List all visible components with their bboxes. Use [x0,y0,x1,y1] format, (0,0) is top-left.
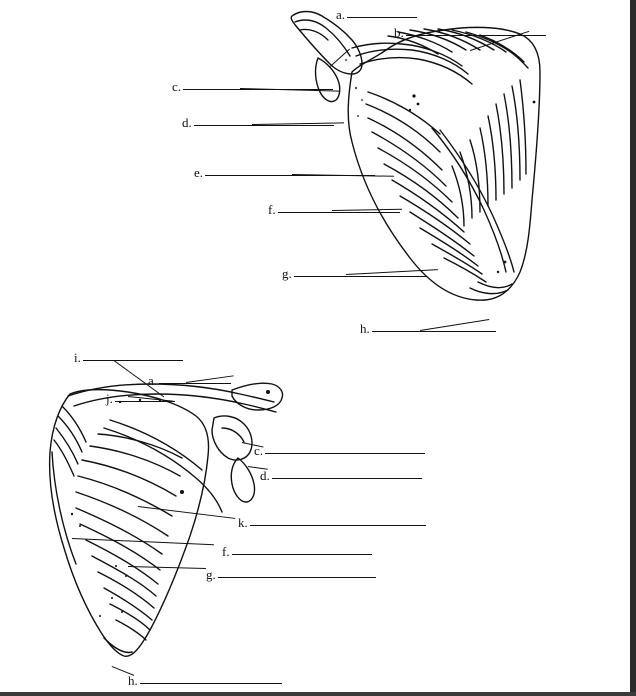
label-bottom-i[interactable] [74,351,183,364]
label-bottom-a[interactable] [148,374,231,387]
answer-rule[interactable] [272,469,422,479]
answer-rule[interactable] [406,26,546,36]
label-bottom-f[interactable] [222,545,372,558]
label-letter: a. [336,7,346,22]
answer-rule[interactable] [218,568,376,578]
label-top-d[interactable] [182,116,334,129]
label-bottom-c[interactable] [254,444,425,457]
label-letter: c. [254,443,264,458]
answer-rule[interactable] [194,116,334,126]
label-letter: f. [268,202,276,217]
label-letter: d. [182,115,192,130]
label-top-b[interactable] [394,26,546,39]
label-top-a[interactable] [336,8,417,21]
label-top-e[interactable] [194,166,375,179]
answer-rule[interactable] [265,444,425,454]
label-letter: d. [260,468,270,483]
answer-rule[interactable] [250,516,426,526]
answer-rule[interactable] [159,374,231,384]
answer-rule[interactable] [205,166,375,176]
answer-rule[interactable] [372,322,496,332]
label-letter: k. [238,515,248,530]
answer-rule[interactable] [294,267,426,277]
answer-rule[interactable] [140,674,282,684]
answer-rule[interactable] [183,80,333,90]
label-letter: g. [206,567,216,582]
label-letter: j. [106,391,113,406]
label-top-g[interactable] [282,267,426,280]
label-letter: h. [360,321,370,336]
label-letter: f. [222,544,230,559]
label-bottom-j[interactable] [106,392,175,405]
label-bottom-g[interactable] [206,568,376,581]
label-top-h[interactable] [360,322,496,335]
label-letter: i. [74,350,81,365]
label-letter: g. [282,266,292,281]
label-bottom-d[interactable] [260,469,422,482]
label-letter: h. [128,673,138,688]
answer-rule[interactable] [83,351,183,361]
answer-rule[interactable] [115,392,175,402]
label-top-f[interactable] [268,203,400,216]
label-letter: b. [394,25,404,40]
label-bottom-h[interactable] [128,674,282,687]
label-top-c[interactable] [172,80,333,93]
answer-rule[interactable] [278,203,400,213]
label-letter: a. [148,373,158,388]
label-bottom-k[interactable] [238,516,426,529]
label-letter: c. [172,79,182,94]
label-letter: e. [194,165,204,180]
answer-rule[interactable] [232,545,372,555]
answer-rule[interactable] [347,8,417,18]
